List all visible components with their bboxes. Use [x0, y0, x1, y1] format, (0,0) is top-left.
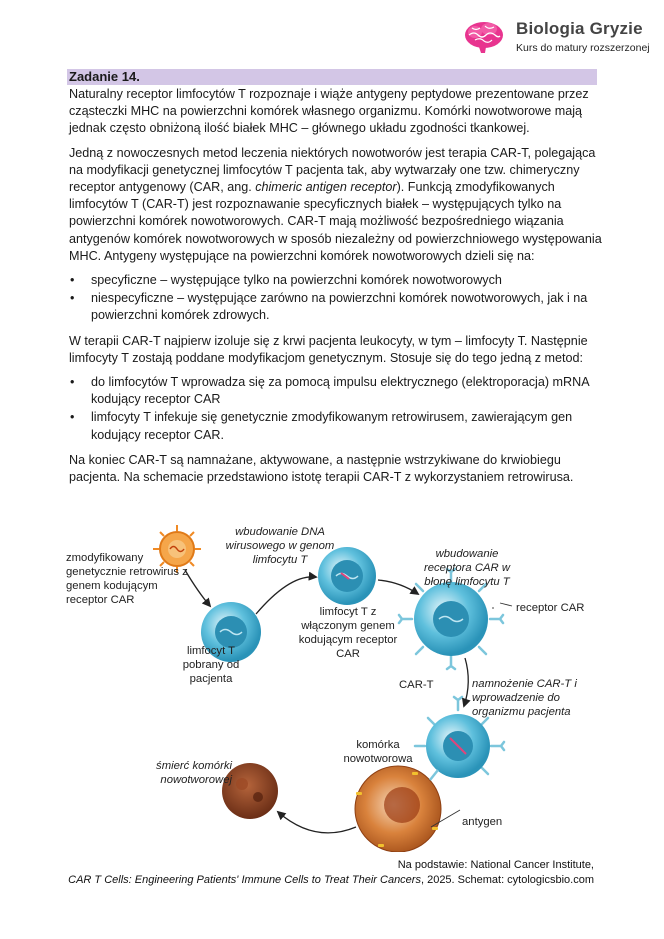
antigen-types-list — [69, 272, 609, 325]
list-item: • niespecyficzne – występujące zarówno na powierzchni komórek nowotworowych, jak i na powierzchni komórek zdrowych. — [69, 290, 609, 324]
english-term: chimeric antigen receptor — [255, 180, 397, 195]
multiplication-label: namnożenie CAR-T i wprowadzenie do organizmu pacjenta — [472, 678, 577, 718]
brand-subtitle: Kurs do matury rozszerzonej — [516, 42, 650, 54]
task-title: Zadanie 14. — [67, 69, 597, 85]
tumor-cell-label: komórka nowotworowa — [343, 739, 413, 765]
source-line-1: Na podstawie: National Cancer Institute, — [397, 859, 594, 871]
page-header — [0, 0, 664, 60]
brain-logo-icon — [463, 18, 505, 54]
paragraph-car-t — [69, 145, 609, 265]
list-item: • limfocyty T infekuje się genetycznie zmodyfikowanym retrowirusem, zawierającym gen kodujący receptor CAR. — [69, 409, 609, 443]
source-title: CAR T Cells: Engineering Patients' Immune Cells to Treat Their Cancers — [68, 874, 421, 886]
dna-integration-label: wbudowanie DNA wirusowego w genom limfocytu T — [225, 526, 335, 566]
source-citation — [68, 858, 594, 888]
antigen-label: antygen — [462, 816, 503, 828]
task-content — [69, 86, 609, 493]
list-item: • do limfocytów T wprowadza się za pomocą impulsu elektrycznego (elektroporacja) mRNA kodujący receptor CAR — [69, 374, 609, 408]
car-receptor-label: receptor CAR — [516, 602, 585, 614]
source-line-2 — [68, 874, 594, 886]
methods-list — [69, 374, 609, 444]
t-cell-with-gene-label: limfocyt T z włączonym genem kodującym receptor CAR — [298, 606, 398, 660]
source-rest: , 2025. Schemat: cytologicsbio.com — [420, 874, 594, 886]
t-cell-taken-label: limfocyt T pobrany od pacjenta — [182, 645, 240, 685]
paragraph-final: Na koniec CAR-T są namnażane, aktywowane, a następnie wstrzykiwane do krwiobiegu pacjenta. Na schemacie przedstawiono istotę terapii CAR-T z wykorzystaniem retrowirusa. — [69, 452, 574, 485]
paragraph-intro: Naturalny receptor limfocytów T rozpoznaje i wiąże antygeny peptydowe prezentowane przez cząsteczki MHC na powierzchni komórek własnego organizmu. Komórki nowotworowe mają jednak często obniżoną ilość białek MHC – głównego układu zgodności tkankowej. — [69, 87, 589, 136]
tumor-death-label: śmierć komórki nowotworowej — [156, 760, 232, 786]
list-item: • specyficzne – występujące tylko na powierzchni komórek nowotworowych — [69, 272, 609, 289]
retrovirus-label: zmodyfikowany genetycznie retrowirus z genem kodującym receptor CAR — [66, 552, 188, 606]
receptor-integration-label: wbudowanie receptora CAR w błonę limfocytu T — [423, 548, 510, 588]
paragraph-car-t-part-2: ). Funkcją zmodyfikowanych limfocytów T (CAR-T) jest rozpoznawanie specyficznych białek – występujących tylko na powierzchni komórek nowotworowych. CAR-T mają możliwość bezpośredniego wiązania antygenów komórek nowotworowych w sposób niezależny od powierzchniowego występowania MHC. Antygeny występujące na powierzchni komórek nowotworowych dzieli się na: — [69, 180, 602, 263]
paragraph-car-t-part-1: Jedną z nowoczesnych metod leczenia niektórych nowotworów jest terapia CAR-T, polegająca na modyfikacji genetycznej limfocytów T pacjenta tak, aby wytwarzały one tzw. chimeryczny receptor antygenowy (CAR, ang. — [69, 145, 596, 195]
brand-name: Biologia Gryzie — [516, 19, 643, 38]
car-t-label: CAR-T — [399, 679, 434, 691]
tumor-cell-icon — [355, 766, 441, 852]
paragraph-isolation: W terapii CAR-T najpierw izoluje się z krwi pacjenta leukocyty, w tym – limfocyty T. Następnie limfocyty T zostają poddane modyfikacjom genetycznym. Stosuje się do tego jedną z metod: — [69, 333, 588, 365]
car-t-therapy-diagram — [60, 522, 620, 852]
